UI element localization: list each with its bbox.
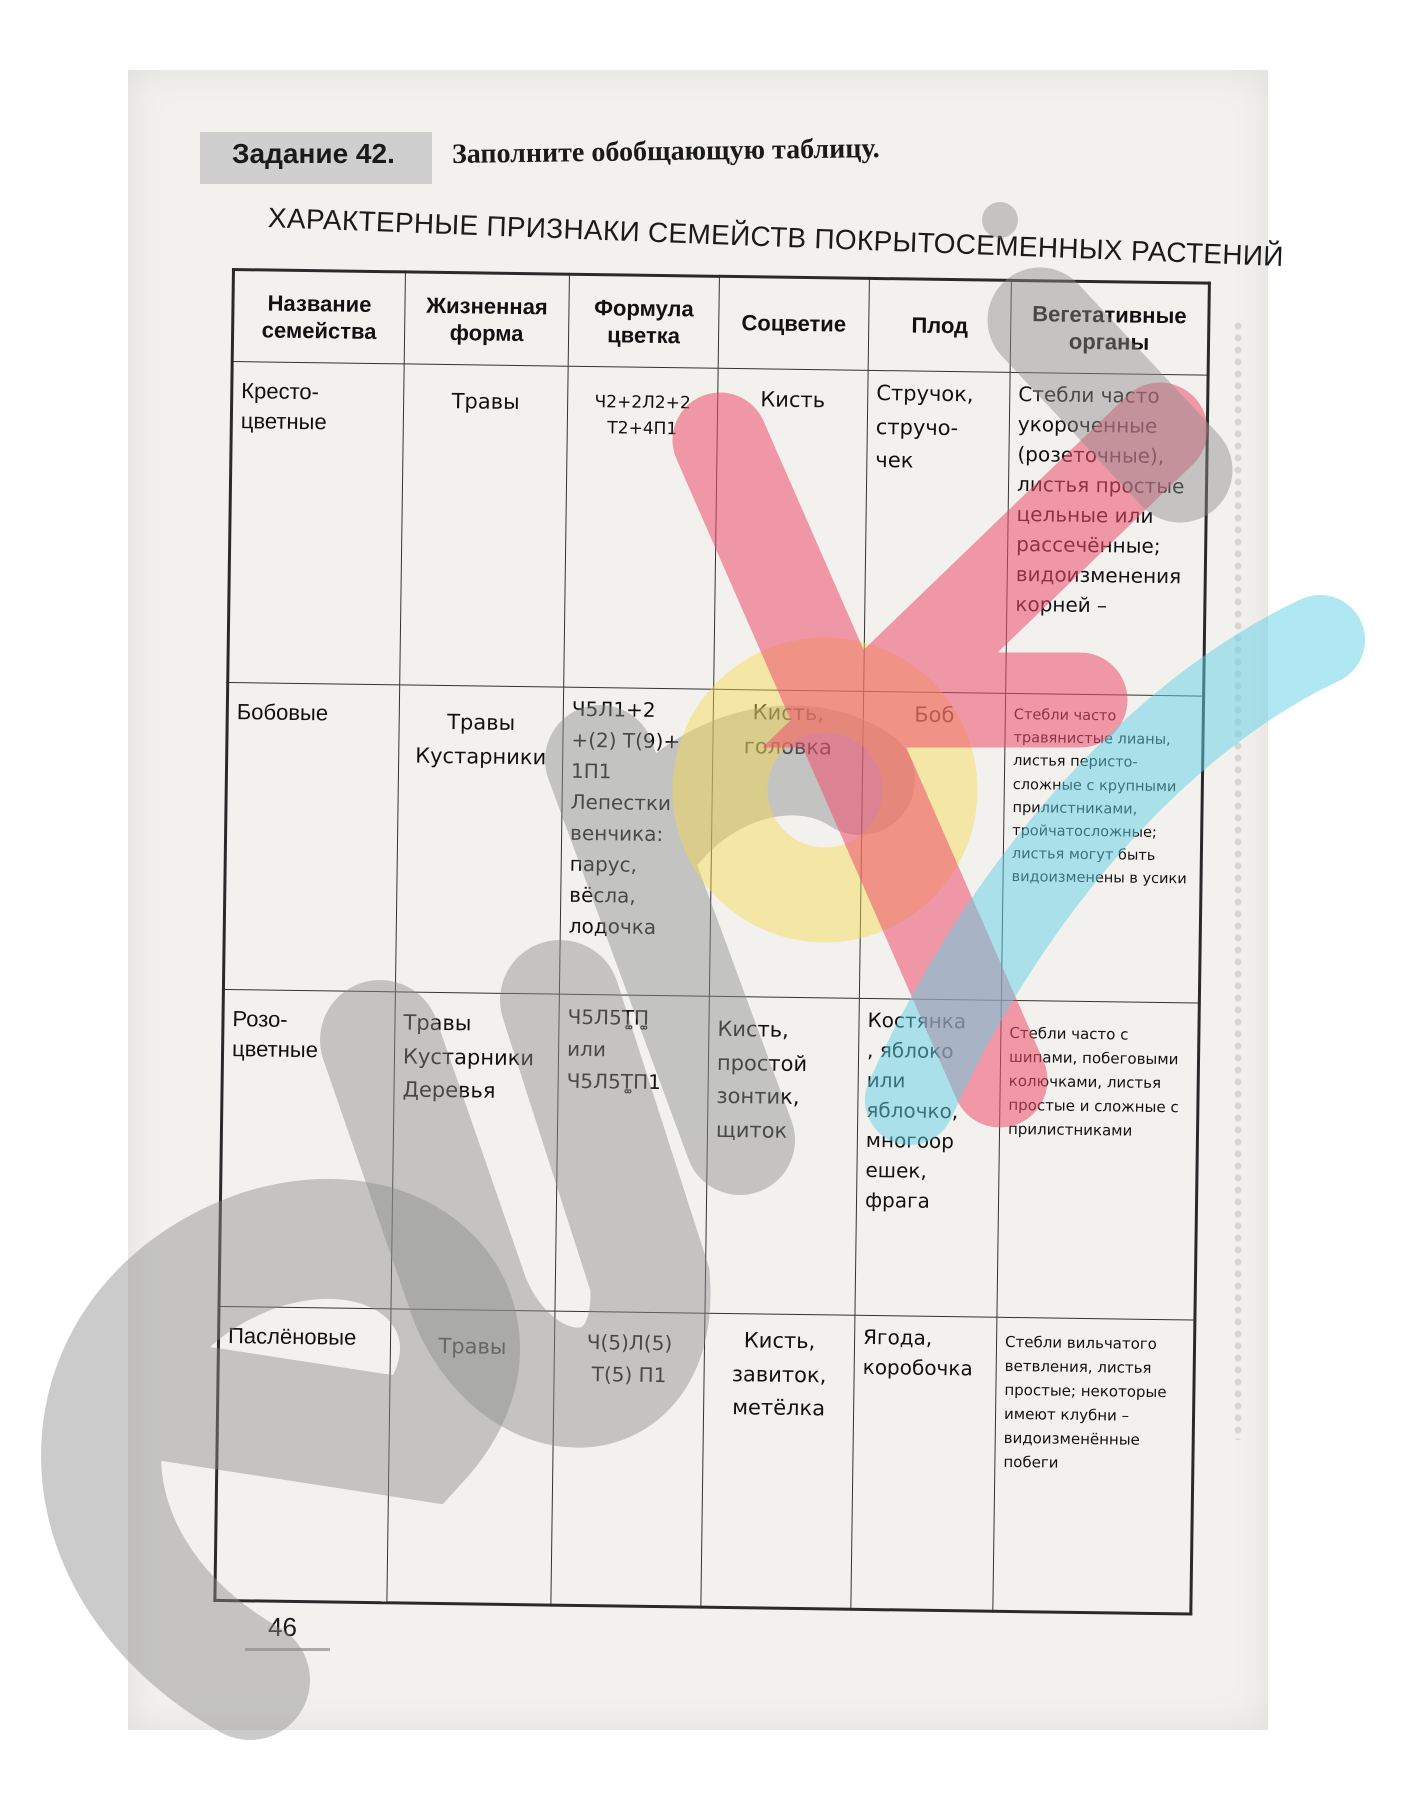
cell-vegetative-organs: Стебли часто с шипами, побеговыми колючками, листья простые и сложные с прилистниками bbox=[997, 1000, 1199, 1320]
cell-vegetative-organs: Стебли часто травянистые лианы, листья перисто-сложные с крупными прилистниками, тройчатосложные; листья могут быть видоизменены в усики bbox=[1001, 693, 1203, 1003]
cell-flower-formula: Ч2+2Л2+2 Т2+4П1 bbox=[564, 366, 718, 689]
cell-inflorescence: Кисть, завиток, метёлка bbox=[701, 1313, 855, 1609]
cell-fruit: Боб bbox=[859, 691, 1005, 1000]
cell-life-form: Травы bbox=[387, 1309, 555, 1605]
page-number: 46 bbox=[268, 1612, 297, 1642]
header-flower-formula: Формула цветка bbox=[568, 274, 719, 368]
header-fruit: Плод bbox=[868, 278, 1011, 372]
cell-life-form: Травы bbox=[400, 364, 568, 687]
cell-life-form: Травы Кустарники bbox=[395, 685, 563, 994]
cell-family-name: Паслёновые bbox=[215, 1306, 391, 1602]
cell-fruit: Стручок, стручо- чек bbox=[864, 370, 1010, 693]
table-row bbox=[223, 682, 1203, 1003]
table-row bbox=[219, 989, 1199, 1320]
families-table bbox=[213, 268, 1211, 1616]
task-instruction: Заполните обобщающую таблицу. bbox=[451, 133, 880, 170]
table-header-row bbox=[232, 270, 1209, 376]
task-label: Задание 42. bbox=[232, 138, 395, 169]
table-container bbox=[213, 268, 1211, 1616]
header-vegetative-organs: Вегетативные органы bbox=[1010, 280, 1209, 375]
cell-flower-formula: Ч(5)Л(5) Т(5) П1 bbox=[551, 1311, 705, 1607]
header-family-name: Название семейства bbox=[232, 270, 405, 364]
cell-fruit: Ягода, коробочка bbox=[851, 1315, 997, 1611]
header-inflorescence: Соцветие bbox=[718, 276, 869, 370]
cell-flower-formula: Ч5Л5Т͚П͚ или Ч5Л5Т͚П1 bbox=[555, 994, 709, 1313]
cell-family-name: Кресто- цветные bbox=[228, 362, 404, 685]
cell-inflorescence: Кисть, простой зонтик, щиток bbox=[705, 996, 859, 1315]
cell-family-name: Розо- цветные bbox=[219, 989, 395, 1308]
cell-inflorescence: Кисть bbox=[714, 368, 868, 691]
table-row bbox=[215, 1306, 1195, 1614]
table-title: ХАРАКТЕРНЫЕ ПРИЗНАКИ СЕМЕЙСТВ ПОКРЫТОСЕМЕННЫХ РАСТЕНИЙ bbox=[267, 202, 1285, 273]
cell-life-form: Травы Кустарники Деревья bbox=[391, 992, 559, 1311]
table-row bbox=[228, 362, 1208, 697]
page-perforation bbox=[1232, 320, 1244, 1440]
cell-vegetative-organs: Стебли часто укороченные (розеточные), листья простые цельные или рассечённые; видоизменения корней – bbox=[1006, 372, 1208, 696]
cell-family-name: Бобовые bbox=[223, 682, 399, 991]
cell-fruit: Костянка , яблоко или яблочко, многоор ешек, фрага bbox=[855, 998, 1001, 1317]
cell-inflorescence: Кисть, головка bbox=[709, 689, 863, 998]
cell-vegetative-organs: Стебли вильчатого ветвления, листья простые; некоторые имеют клубни – видоизменённые побеги bbox=[993, 1317, 1195, 1614]
header-life-form: Жизненная форма bbox=[404, 272, 569, 366]
cell-flower-formula: Ч5Л1+2 +(2) Т(9)+ 1П1 Лепестки венчика: парус, вёсла, лодочка bbox=[559, 687, 713, 996]
page-number-underline bbox=[245, 1648, 330, 1651]
